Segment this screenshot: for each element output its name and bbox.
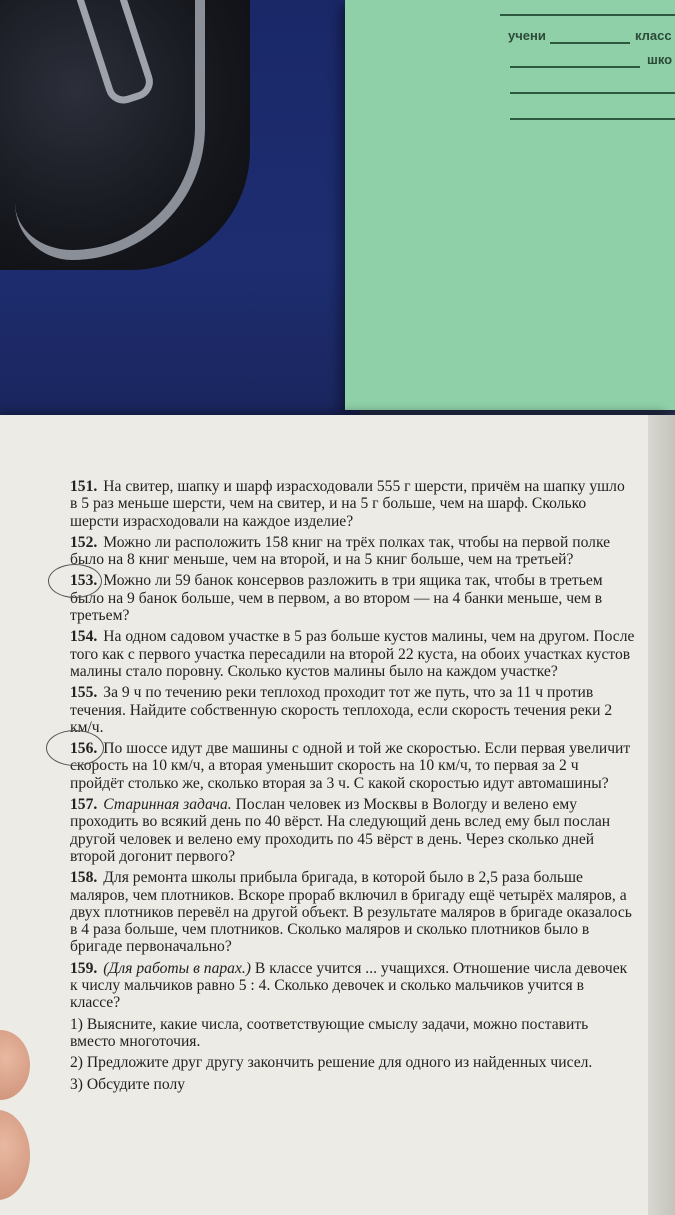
sub-item-text: 3) Обсудите полу <box>70 1075 186 1093</box>
problem-number: 153. <box>70 572 98 590</box>
sub-item-2 <box>70 1054 635 1071</box>
problem-title: Старинная задача. <box>103 796 232 814</box>
problem-151 <box>70 478 635 530</box>
problem-text: Можно ли 59 банок консервов разложить в три ящика так, чтобы в третьем было на 9 банок больше, чем в первом, а во втором — на 4 банки меньше, чем в третьем? <box>70 572 603 625</box>
problem-text: Послан человек из Москвы в Вологду и велено ему проходить во всякий день по 40 вёрст. На следующий день вслед ему был послан другой человек и велено ему проходить по 45 вёрст в день. Через сколько дней второй догонит первого? <box>70 796 611 865</box>
problem-text: На одном садовом участке в 5 раз больше кустов малины, чем на другом. После того как с первого участка пересадили на второй 22 куста, на обоих участках кустов малины стало поровну. Сколько кустов малины было на каждом участке? <box>70 628 635 680</box>
pen-circle-mark <box>46 730 104 766</box>
problem-text: Можно ли расположить 158 книг на трёх полках так, чтобы на первой полке было на 8 книг меньше, чем на второй, и на 5 книг больше, чем на третьей? <box>70 533 611 569</box>
notebook-line <box>500 14 675 16</box>
notebook-label-school: шко <box>647 52 673 67</box>
problem-number: 158. <box>70 869 98 887</box>
notebook-line <box>510 66 640 68</box>
problem-159 <box>70 960 635 1012</box>
problem-158 <box>70 869 635 955</box>
problem-number: 151. <box>70 478 98 495</box>
problem-title: (Для работы в парах.) <box>103 959 251 977</box>
green-notebook <box>345 0 675 410</box>
problem-152 <box>70 534 635 569</box>
problem-text: По шоссе идут две машины с одной и той же скоростью. Если первая увеличит скорость на 10 км/ч, а вторая уменьшит скорость на 10 км/ч, то первая за 2 ч пройдёт столько же, сколько вторая за 3 ч. С какой скоростью идут автомашины? <box>70 740 631 792</box>
problem-153 <box>70 572 635 624</box>
notebook-label-class: класс <box>635 28 672 43</box>
problem-157 <box>70 796 635 865</box>
problem-155 <box>70 684 635 736</box>
problem-number: 156. <box>70 740 98 758</box>
problem-text: На свитер, шапку и шарф израсходовали 555 г шерсти, причём на шапку ушло в 5 раз меньше шерсти, чем на свитер, и на 5 г больше, чем на шарф. Сколько шерсти израсходовали на каждое изделие? <box>70 478 625 530</box>
problem-number: 154. <box>70 628 98 646</box>
notebook-line <box>550 42 630 44</box>
problem-154 <box>70 628 635 680</box>
sub-item-1 <box>70 1016 635 1051</box>
pencil-case <box>0 0 250 270</box>
notebook-line <box>510 92 675 94</box>
problem-number: 155. <box>70 684 98 702</box>
page-edge <box>648 415 675 1215</box>
problem-number: 152. <box>70 533 98 551</box>
problem-text: За 9 ч по течению реки теплоход проходит тот же путь, что за 11 ч против течения. Найдите собственную скорость теплохода, если скорость течения реки 2 км/ч. <box>70 684 613 736</box>
sub-item-text: 2) Предложите друг другу закончить решение для одного из найденных чисел. <box>70 1054 593 1072</box>
notebook-label-student: учени <box>508 28 546 43</box>
problem-text: В классе учится ... учащихся. Отношение числа девочек к числу мальчиков равно 5 : 4. Сколько девочек и сколько мальчиков учится в классе? <box>70 959 628 1012</box>
notebook-line <box>510 118 675 120</box>
problem-list <box>70 478 635 1097</box>
problem-156 <box>70 740 635 792</box>
problem-text: Для ремонта школы прибыла бригада, в которой было в 2,5 раза больше маляров, чем плотников. Вскоре прораб включил в бригаду ещё четырёх маляров, а двух плотников перевёл на другой объект. В результате маляров в бригаде оказалось в 4 раза больше, чем плотников. Сколько маляров и сколько плотников было в бригаде первоначально? <box>70 869 632 956</box>
problem-number: 157. <box>70 796 98 814</box>
sub-item-text: 1) Выясните, какие числа, соответствующие смыслу задачи, можно поставить вместо многоточия. <box>70 1015 589 1050</box>
problem-number: 159. <box>70 959 98 977</box>
sub-item-3 <box>70 1076 635 1093</box>
